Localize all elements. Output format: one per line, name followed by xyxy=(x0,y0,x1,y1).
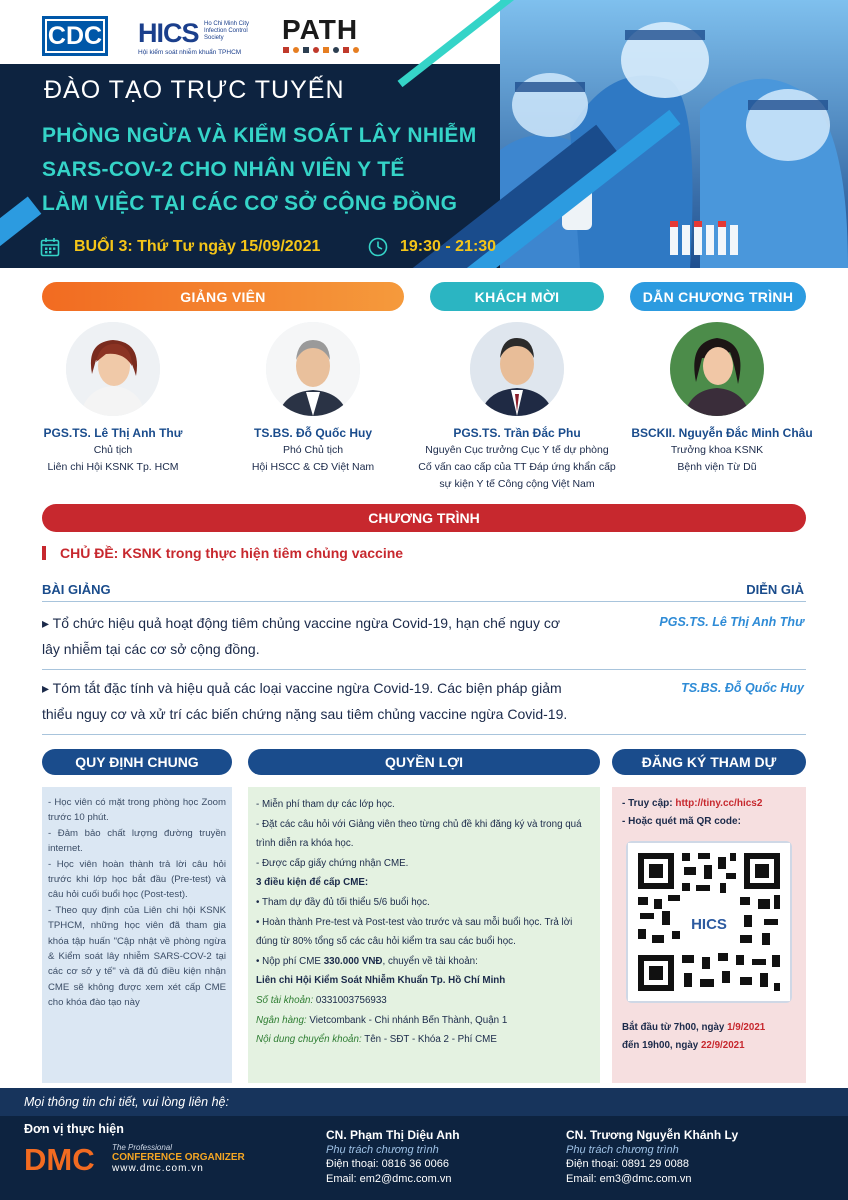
lecture-speaker: TS.BS. Đỗ Quốc Huy xyxy=(681,681,804,695)
rule-item: - Đảm bảo chất lượng đường truyền internet. xyxy=(48,827,226,855)
cme-fee-suffix: , chuyển về tài khoản: xyxy=(382,955,478,967)
register-start xyxy=(622,1019,765,1037)
cme-fee-amount: 330.000 VNĐ xyxy=(323,955,383,967)
benefits-heading: QUYỀN LỢI xyxy=(248,749,600,775)
divider xyxy=(42,734,806,735)
avatar xyxy=(66,322,160,416)
qr-code-image xyxy=(628,843,790,1001)
rule-item: - Học viên có mặt trong phòng học Zoom trước 10 phút. xyxy=(48,797,226,824)
guest-title: Cố vấn cao cấp của TT Đáp ứng khẩn cấp xyxy=(418,461,616,473)
online-training-label: ĐÀO TẠO TRỰC TUYẾN xyxy=(44,76,345,104)
speaker-title: Phó Chủ tịch xyxy=(282,444,344,456)
register-heading: ĐĂNG KÝ THAM DỰ xyxy=(612,749,806,775)
avatar xyxy=(670,322,764,416)
contact-card xyxy=(566,1128,738,1186)
hics-logo-subtitle: Ho Chi Minh City Infection Control Society xyxy=(204,21,250,41)
event-title-line-3: LÀM VIỆC TẠI CÁC CƠ SỞ CỘNG ĐỒNG xyxy=(42,192,458,215)
contact-role: Phụ trách chương trình xyxy=(326,1143,439,1156)
host-name: BSCKII. Nguyễn Đắc Minh Châu xyxy=(631,426,813,440)
cdc-logo: CDC xyxy=(42,16,108,56)
dmc-tagline-2: CONFERENCE ORGANIZER xyxy=(112,1152,245,1163)
account-number-value: 0331003756933 xyxy=(313,994,387,1006)
contact-phone: Điện thoại: 0891 29 0088 xyxy=(566,1158,689,1170)
host-affiliation: Bệnh viện Từ Dũ xyxy=(677,461,757,473)
benefits-box xyxy=(248,787,600,1083)
decor-stripe xyxy=(0,196,41,268)
healthcare-workers-image xyxy=(500,0,848,268)
register-end-date: 22/9/2021 xyxy=(700,1040,745,1051)
event-title-line-1: PHÒNG NGỪA VÀ KIỂM SOÁT LÂY NHIỄM xyxy=(42,124,477,147)
general-rules-box xyxy=(42,787,232,1083)
speaker-name: PGS.TS. Lê Thị Anh Thư xyxy=(43,426,183,440)
speaker-affiliation: Liên chi Hội KSNK Tp. HCM xyxy=(47,461,179,473)
footer xyxy=(0,1088,848,1200)
contact-info-label: Mọi thông tin chi tiết, vui lòng liên hệ: xyxy=(24,1095,229,1109)
rule-item: - Học viên hoàn thành trả lời câu hỏi trước khi lớp học bắt đầu (Pre-test) và câu hỏi cuối buổi học (Post-test). xyxy=(48,858,226,901)
contact-email[interactable]: Email: em2@dmc.com.vn xyxy=(326,1172,452,1185)
register-end-prefix: đến 19h00, ngày xyxy=(622,1040,701,1051)
contact-role: Phụ trách chương trình xyxy=(566,1143,679,1156)
transfer-value: Tên - SĐT - Khóa 2 - Phí CME xyxy=(361,1034,497,1046)
bank xyxy=(256,1011,592,1031)
register-start-prefix: Bắt đầu từ 7h00, ngày xyxy=(622,1022,728,1033)
contact-email[interactable]: Email: em3@dmc.com.vn xyxy=(566,1172,692,1185)
guest-title: sự kiện Y tế Công cộng Việt Nam xyxy=(439,478,595,490)
contact-name: CN. Trương Nguyễn Khánh Ly xyxy=(566,1128,739,1142)
guest-photo xyxy=(470,322,564,416)
dmc-tagline-1: The Professional xyxy=(112,1143,173,1152)
speaker-title: Chủ tịch xyxy=(93,444,133,456)
benefit-item: - Đặt các câu hỏi với Giảng viên theo từng chủ đề khi đăng ký và trong quá trình diễn ra khóa học. xyxy=(256,818,582,850)
account-number xyxy=(256,991,592,1011)
lecture-speaker: PGS.TS. Lê Thị Anh Thư xyxy=(659,615,804,629)
lecture-text: lây nhiễm tại các cơ sở cộng đồng. xyxy=(42,641,260,657)
register-access xyxy=(622,795,796,813)
bank-label: Ngân hàng: xyxy=(256,1014,307,1026)
avatar xyxy=(470,322,564,416)
host-title: Trưởng khoa KSNK xyxy=(670,444,764,456)
speaker-photo xyxy=(266,322,360,416)
lecture-text: ▸ Tổ chức hiệu quả hoạt động tiêm chủng vaccine ngừa Covid-19, hạn chế nguy cơ xyxy=(42,615,561,631)
clock-icon xyxy=(368,237,388,257)
program-heading: CHƯƠNG TRÌNH xyxy=(42,504,806,532)
register-access-label: - Truy cập: xyxy=(622,798,676,809)
qr-center-logo: HICS xyxy=(691,916,727,933)
register-box xyxy=(612,787,806,1083)
cme-fee xyxy=(256,952,592,972)
lecture-item xyxy=(42,675,642,727)
hics-logo-line: Hội kiểm soát nhiễm khuẩn TPHCM xyxy=(138,49,242,56)
cme-fee-prefix: • Nộp phí CME xyxy=(256,955,324,967)
session-time: 19:30 - 21:30 xyxy=(400,238,497,255)
guest-title: Nguyên Cục trưởng Cục Y tế dự phòng xyxy=(425,444,609,456)
path-logo: PATH xyxy=(282,14,359,45)
cme-condition: • Tham dự đầy đủ tối thiểu 5/6 buổi học. xyxy=(256,896,430,908)
header-banner xyxy=(0,0,848,268)
hics-logo-text: HICS xyxy=(138,18,199,48)
lecture-text: ▸ Tóm tắt đặc tính và hiệu quả các loại vaccine ngừa Covid-19. Các biện pháp giảm xyxy=(42,680,562,696)
program-topic xyxy=(42,545,403,561)
rule-item: - Theo quy định của Liên chi hội KSNK TPHCM, những học viên đã tham gia khóa tập huấn "Cập nhật về phòng ngừa & Kiểm soát lây nhiễm SARS-COV-2 tại các cơ sở y tế" và đã đủ điều kiện nhận CME sẽ không được xem xét cấp CME cho khóa đào tạo này xyxy=(48,904,226,1009)
calendar-icon xyxy=(40,237,60,257)
divider xyxy=(42,601,806,602)
lecture-text: thiểu nguy cơ và xử trí các biến chứng nặng sau tiêm chủng vaccine ngừa Covid-19. xyxy=(42,706,568,722)
dmc-website[interactable]: www.dmc.com.vn xyxy=(112,1163,204,1174)
program-topic-text: CHỦ ĐỀ: KSNK trong thực hiện tiêm chủng vaccine xyxy=(60,545,404,561)
benefit-item: - Được cấp giấy chứng nhận CME. xyxy=(256,857,409,869)
transfer-label: Nội dung chuyển khoản: xyxy=(256,1034,362,1046)
register-start-date: 1/9/2021 xyxy=(727,1022,766,1033)
account-number-label: Số tài khoản: xyxy=(256,994,314,1006)
divider xyxy=(42,669,806,670)
host-label: DẪN CHƯƠNG TRÌNH xyxy=(630,282,806,311)
contact-name: CN. Phạm Thị Diệu Anh xyxy=(326,1128,460,1142)
speaker-column-header: DIỄN GIẢ xyxy=(746,582,804,597)
avatar xyxy=(266,322,360,416)
guest-label: KHÁCH MỜI xyxy=(430,282,604,311)
cme-conditions-heading: 3 điều kiện để cấp CME: xyxy=(256,877,369,889)
organizer-label: Đơn vị thực hiện xyxy=(24,1122,124,1136)
register-link[interactable]: http://tiny.cc/hics2 xyxy=(675,798,763,809)
contact-card xyxy=(326,1128,460,1186)
dmc-logo-text: DMC xyxy=(24,1142,95,1175)
lecture-item xyxy=(42,610,642,662)
speaker-name: TS.BS. Đỗ Quốc Huy xyxy=(253,426,372,440)
cme-condition: • Hoàn thành Pre-test và Post-test vào trước và sau mỗi buổi học. Trả lời đúng từ 80% tổng số các câu hỏi kiểm tra sau các buổi học. xyxy=(256,916,573,948)
speaker-affiliation: Hội HSCC & CĐ Việt Nam xyxy=(251,461,375,473)
general-rules-heading: QUY ĐỊNH CHUNG xyxy=(42,749,232,775)
path-logo-pattern xyxy=(283,46,367,54)
register-end xyxy=(622,1037,745,1055)
hics-logo xyxy=(138,16,258,56)
speaker-photo xyxy=(66,322,160,416)
benefit-item: - Miễn phí tham dự các lớp học. xyxy=(256,799,395,810)
transfer-content xyxy=(256,1030,592,1050)
qr-code[interactable] xyxy=(626,841,792,1003)
host-photo xyxy=(670,322,764,416)
account-name: Liên chi Hội Kiểm Soát Nhiễm Khuẩn Tp. Hồ Chí Minh xyxy=(256,975,506,987)
header-photo xyxy=(500,0,848,268)
lecturer-label: GIẢNG VIÊN xyxy=(42,282,404,311)
event-title-line-2: SARS-COV-2 CHO NHÂN VIÊN Y TẾ xyxy=(42,158,405,181)
register-qr-label: - Hoặc quét mã QR code: xyxy=(622,816,741,827)
guest-name: PGS.TS. Trần Đắc Phu xyxy=(453,426,581,440)
bank-value: Vietcombank - Chi nhánh Bến Thành, Quận 1 xyxy=(306,1014,508,1026)
dmc-logo xyxy=(24,1141,108,1175)
topic-marker xyxy=(42,546,46,560)
lecture-column-header: BÀI GIẢNG xyxy=(42,582,111,597)
contact-phone: Điện thoại: 0816 36 0066 xyxy=(326,1158,449,1170)
session-date: BUỔI 3: Thứ Tư ngày 15/09/2021 xyxy=(74,238,321,255)
dmc-tagline xyxy=(112,1143,245,1174)
